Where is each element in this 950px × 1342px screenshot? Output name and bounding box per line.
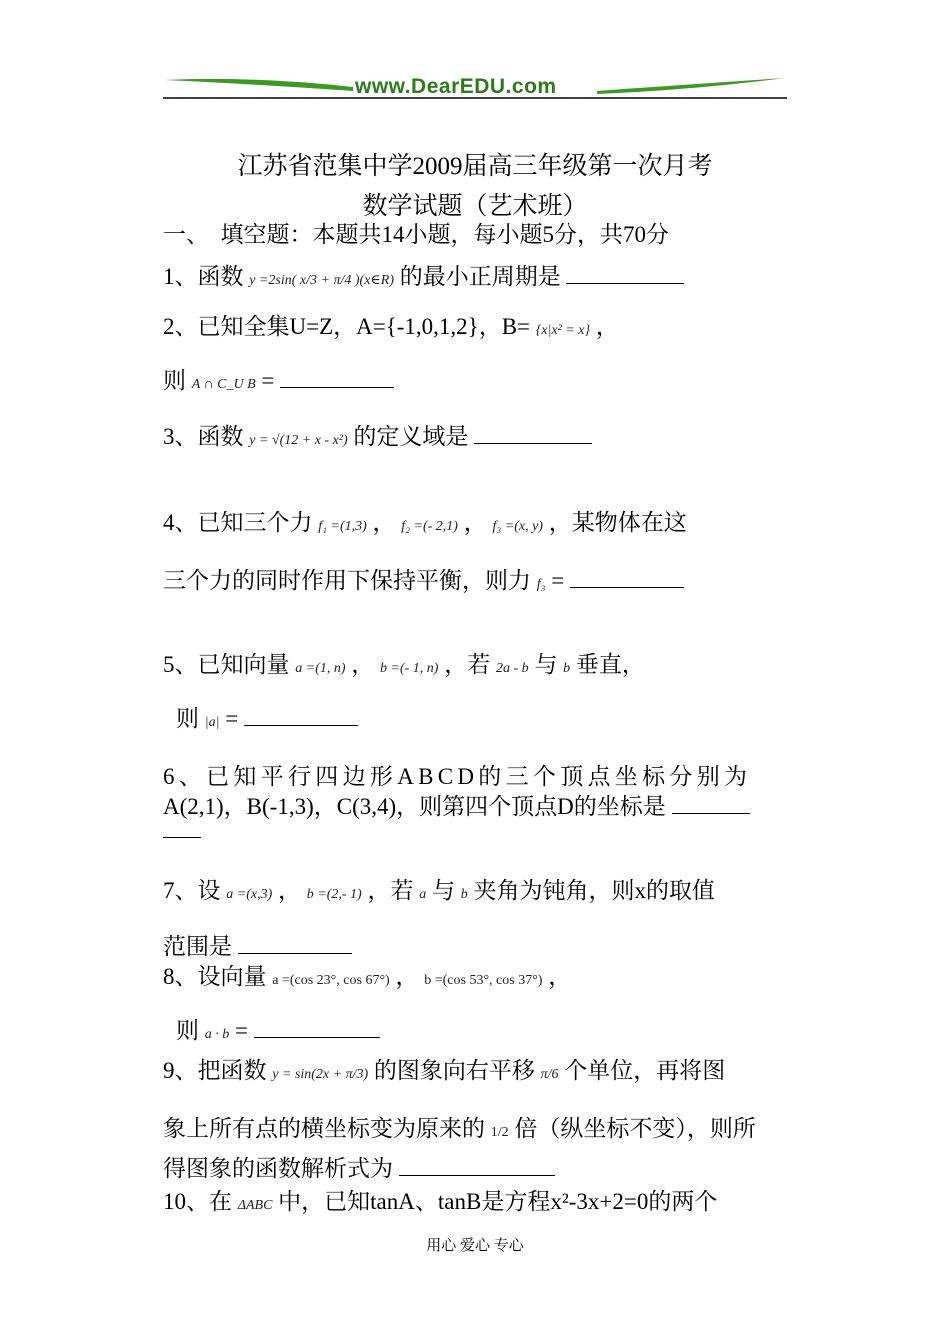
q7-with: 与 [431,878,455,903]
q7-vector-b: b =(2,- 1) [306,887,362,902]
answer-blank[interactable] [238,953,352,954]
q4-sep: ， [463,510,487,535]
q8-equals: = [235,1018,248,1043]
q3-text: 3、函数 [163,424,244,449]
question-7 [163,872,715,905]
q3-formula: y = √(12 + x - x²) [249,433,348,448]
q8-then: 则 [176,1018,199,1043]
question-5 [163,646,645,679]
answer-blank[interactable] [399,1175,555,1176]
header-banner [163,72,787,104]
question-9-line3 [163,1150,555,1183]
q5-vector-a: a =(1, n) [295,661,346,676]
q7-vector-a2: a [419,887,427,902]
q4-sep: ， [372,510,396,535]
q3-text-post: 的定义域是 [353,424,469,449]
q9-formula: y = sin(2x + π/3) [272,1067,369,1082]
q2-then: 则 [163,368,186,393]
q9-shift: π/6 [540,1067,559,1082]
q9-line3-text: 得图象的函数解析式为 [163,1156,393,1181]
site-name: www.DearEDU.com [355,75,557,98]
question-10 [163,1183,717,1216]
question-7-line2 [163,928,352,961]
question-8-line2 [176,1012,380,1045]
page-title: 江苏省范集中学2009届高三年级第一次月考 [237,153,713,180]
answer-blank[interactable] [280,387,394,388]
q9-shift-text: 的图象向右平移 [373,1058,535,1083]
q5-magnitude: |a| [204,715,220,730]
q7-text-post: 夹角为钝角，则x的取值 [473,878,715,903]
q2-text: 2、已知全集U=Z，A={-1,0,1,2}，B= [163,314,531,339]
q7-text: 7、设 [163,878,221,903]
q2-set: {x|x² = x} [535,323,591,338]
q8-vector-b: b =(cos 53°, cos 37°) [424,973,543,988]
q9-line2-post: 倍（纵坐标不变），则所 [514,1116,756,1141]
q10-text: 10、在 [163,1189,232,1214]
section-heading: 一、 填空题：本题共14小题，每小题5分，共70分 [163,222,669,247]
q2-equals: = [261,368,275,393]
q5-with: 与 [534,652,558,677]
question-4 [163,504,687,537]
question-2-line2 [163,362,394,395]
q2-comma: ， [595,314,619,339]
q2-expression: A ∩ C_U B [191,377,256,392]
q4-text: 4、已知三个力 [163,510,313,535]
q9-half: 1/2 [490,1125,509,1140]
q5-expression: 2a - b [495,661,529,676]
page-subtitle: 数学试题（艺术班） [362,193,588,220]
answer-blank[interactable] [254,1037,380,1038]
answer-blank[interactable] [244,725,358,726]
question-3 [163,418,592,451]
q7-vector-b2: b [460,887,468,902]
q4-line2-text: 三个力的同时作用下保持平衡，则力 [163,568,531,593]
q9-line2-text: 象上所有点的横坐标变为原来的 [163,1116,485,1141]
answer-blank-continued[interactable] [163,812,201,838]
q8-sep: ， [395,964,419,989]
answer-blank[interactable] [570,587,684,588]
answer-blank[interactable] [566,283,684,284]
q7-range-text: 范围是 [163,934,232,959]
question-9 [163,1052,725,1085]
question-2 [163,308,619,341]
q5-sep: ， [351,652,375,677]
q6-line2-text: A(2,1)，B(-1,3)，C(3,4)，则第四个顶点D的坐标是 [163,794,666,819]
q4-force-1: f₁ =(1,3) [318,519,367,534]
q1-formula: y =2sin( x/3 + π/4 )(x∈R) [249,273,394,288]
q10-triangle: ΔABC [237,1198,273,1213]
q5-vector-b2: b [563,661,571,676]
q8-text: 8、设向量 [163,964,267,989]
q4-force-3: f₃ =(x, y) [492,519,543,534]
q5-equals: = [225,706,239,731]
answer-blank[interactable] [672,813,750,814]
q4-force-2: f₂ =(- 2,1) [401,519,458,534]
question-5-line2 [176,700,358,733]
q1-text-post: 的最小正周期是 [399,264,561,289]
q5-text-post: 垂直， [575,652,645,677]
q5-then: 则 [176,706,199,731]
q5-text: 5、已知向量 [163,652,290,677]
q8-comma: ， [548,964,572,989]
question-6-line2 [163,788,750,821]
q5-if: ，若 [444,652,491,677]
q7-vector-a: a =(x,3) [226,887,273,902]
q4-f3-vector: f₃ [536,577,546,592]
question-1 [163,258,684,291]
q4-text-post: ，某物体在这 [548,510,687,535]
q7-if: ，若 [367,878,414,903]
q1-text: 1、函数 [163,264,244,289]
q10-text-post: 中，已知tanA、tanB是方程x²-3x+2=0的两个 [278,1189,718,1214]
question-9-line2 [163,1110,756,1143]
q4-equals: = [551,568,565,593]
q9-text: 9、把函数 [163,1058,267,1083]
answer-blank[interactable] [474,443,592,444]
page-footer: 用心 爱心 专心 [426,1238,524,1254]
q8-vector-a: a =(cos 23°, cos 67°) [272,973,390,988]
q7-sep: ， [278,878,301,903]
question-6: 6、已知平行四边形ABCD的三个顶点坐标分别为 [163,764,752,789]
q8-dot-product: a · b [204,1027,230,1042]
q5-vector-b: b =(- 1, n) [380,661,439,676]
question-8 [163,958,571,991]
q9-text-post: 个单位，再将图 [564,1058,726,1083]
question-4-line2 [163,562,684,595]
